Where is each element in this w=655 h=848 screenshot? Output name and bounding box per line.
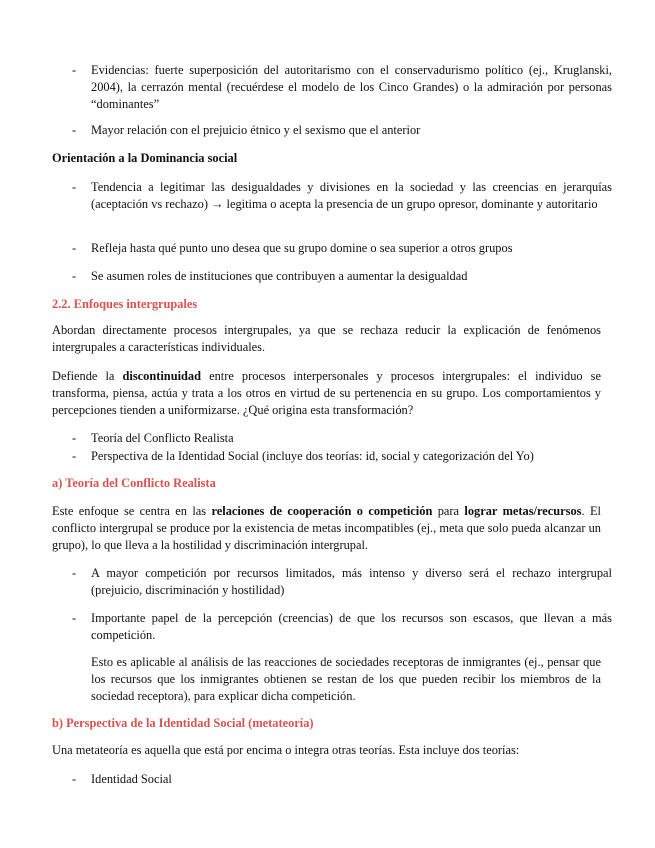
social-identity-paragraph: Una metateoría es aquella que está por encima o integra otras teorías. Esta incluye dos teorías: xyxy=(52,743,520,757)
bullet-dash: - xyxy=(72,269,77,283)
intergroup-paragraph-1: Abordan directamente procesos intergrupales, ya que se rechaza reducir la explicación de fenómenos intergrupales a características individuales. xyxy=(52,323,601,354)
bullet-dash: - xyxy=(72,241,77,255)
bullet-text: Se asumen roles de instituciones que contribuyen a aumentar la desigualdad xyxy=(91,269,468,283)
bullet-text: Identidad Social xyxy=(91,772,172,786)
bullet-text: Refleja hasta qué punto uno desea que su grupo domine o sea superior a otros grupos xyxy=(91,241,513,255)
intergroup-paragraph-2 xyxy=(52,368,601,419)
bullet-dash: - xyxy=(72,431,77,445)
bold-term-discontinuity: discontinuidad xyxy=(122,369,202,383)
conflict-note: Esto es aplicable al análisis de las reacciones de sociedades receptoras de inmigrantes (ej., pensar que los recursos que los inmigrantes obtienen se restan de los que pueden recibir los miembros de la sociedad receptora), para explicar dicha competición. xyxy=(91,655,601,703)
text-run: Este enfoque se centra en las xyxy=(52,504,212,518)
bullet-text: A mayor competición por recursos limitados, más intenso y diverso será el rechazo intergrupal (prejuicio, discriminación y hostilidad) xyxy=(91,566,612,597)
bullet-text: Mayor relación con el prejuicio étnico y el sexismo que el anterior xyxy=(91,123,421,137)
bullet-dash: - xyxy=(72,772,77,786)
intergroup-heading: 2.2. Enfoques intergrupales xyxy=(52,297,198,311)
text-run: . El conflicto intergrupal se produce por la existencia de metas incompatibles (ej., meta que solo pueda alcanzar un grupo), lo que lleva a la hostilidad y discriminación intergrupal. xyxy=(52,504,601,552)
text-run: para xyxy=(432,504,465,518)
bold-term-relations: relaciones de cooperación o competición xyxy=(211,504,433,518)
text-run: Defiende la xyxy=(52,369,123,383)
bullet-text: Importante papel de la percepción (creencias) de que los recursos son escasos, que llevan a más competición. xyxy=(91,611,612,642)
bullet-dash: - xyxy=(72,566,77,580)
bullet-dash: - xyxy=(72,180,77,194)
bullet-dash: - xyxy=(72,63,77,77)
bullet-text: Evidencias: fuerte superposición del autoritarismo con el conservadurismo político (ej., Kruglanski, 2004), la cerrazón mental (recuérdese el modelo de los Cinco Grandes) o la admiración por personas “dominantes” xyxy=(91,63,612,111)
dominance-heading: Orientación a la Dominancia social xyxy=(52,151,238,165)
bullet-text: Perspectiva de la Identidad Social (incluye dos teorías: id, social y categorización del Yo) xyxy=(91,449,534,463)
conflict-paragraph xyxy=(52,503,601,554)
bullet-dash: - xyxy=(72,611,77,625)
bullet-text: Tendencia a legitimar las desigualdades y divisiones en la sociedad y las creencias en jerarquías (aceptación vs rechazo) → legitima o acepta la presencia de un grupo opresor, dominante y autoritario xyxy=(91,180,612,211)
bullet-text: Teoría del Conflicto Realista xyxy=(91,431,234,445)
text-run: entre procesos interpersonales y procesos intergrupales: el individuo se transforma, piensa, actúa y trata a los otros en virtud de su pertenencia en su grupo. Los comportamientos y percepciones tienden a uniformizarse. ¿Qué origina esta transformación? xyxy=(52,369,601,417)
bold-term-goals: lograr metas/recursos xyxy=(464,504,582,518)
bullet-dash: - xyxy=(72,449,77,463)
conflict-heading: a) Teoría del Conflicto Realista xyxy=(52,476,216,490)
bullet-dash: - xyxy=(72,123,77,137)
social-identity-heading: b) Perspectiva de la Identidad Social (metateoría) xyxy=(52,716,314,730)
